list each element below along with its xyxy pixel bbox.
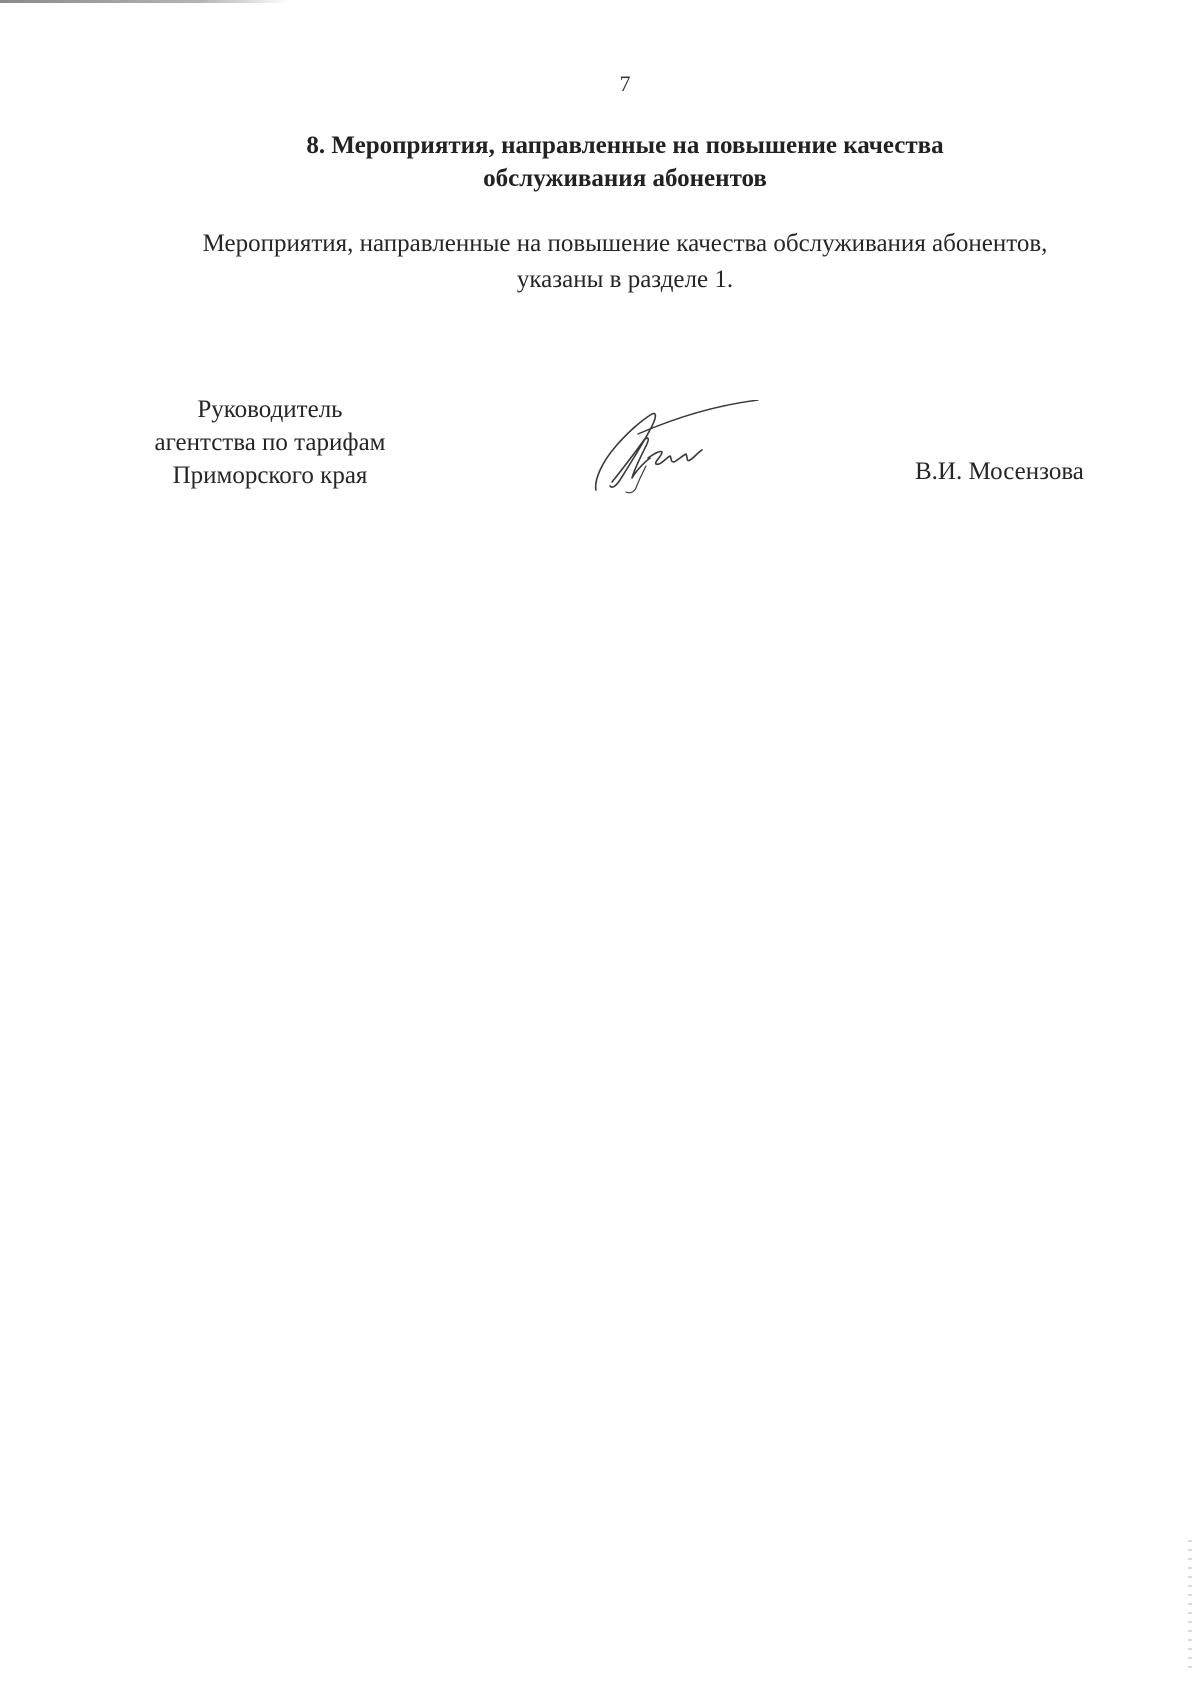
scan-edge-mark: [0, 0, 290, 3]
handwritten-signature: [590, 400, 770, 500]
signer-position-title: [120, 393, 420, 492]
signature-stroke: [596, 414, 656, 491]
signature-stroke: [648, 450, 702, 464]
section-heading: [0, 129, 1200, 195]
signer-name: В.И. Мосензова: [915, 458, 1084, 485]
section-body: [0, 226, 1200, 298]
section-body-line-1: Мероприятия, направленные на повышение качества обслуживания абонентов,: [202, 230, 1048, 257]
signer-position-line-2: агентства по тарифам: [154, 429, 386, 456]
section-body-line-2: указаны в разделе 1.: [516, 266, 734, 293]
signer-position-line-1: Руководитель: [197, 396, 343, 423]
signer-position-line-3: Приморского края: [172, 462, 368, 489]
page-number: 7: [619, 71, 631, 96]
section-heading-line-2: обслуживания абонентов: [483, 165, 767, 192]
scan-noise-mark: [1188, 1540, 1192, 1670]
section-heading-line-1: 8. Мероприятия, направленные на повышение качества: [306, 132, 944, 159]
signature-stroke: [626, 466, 646, 493]
